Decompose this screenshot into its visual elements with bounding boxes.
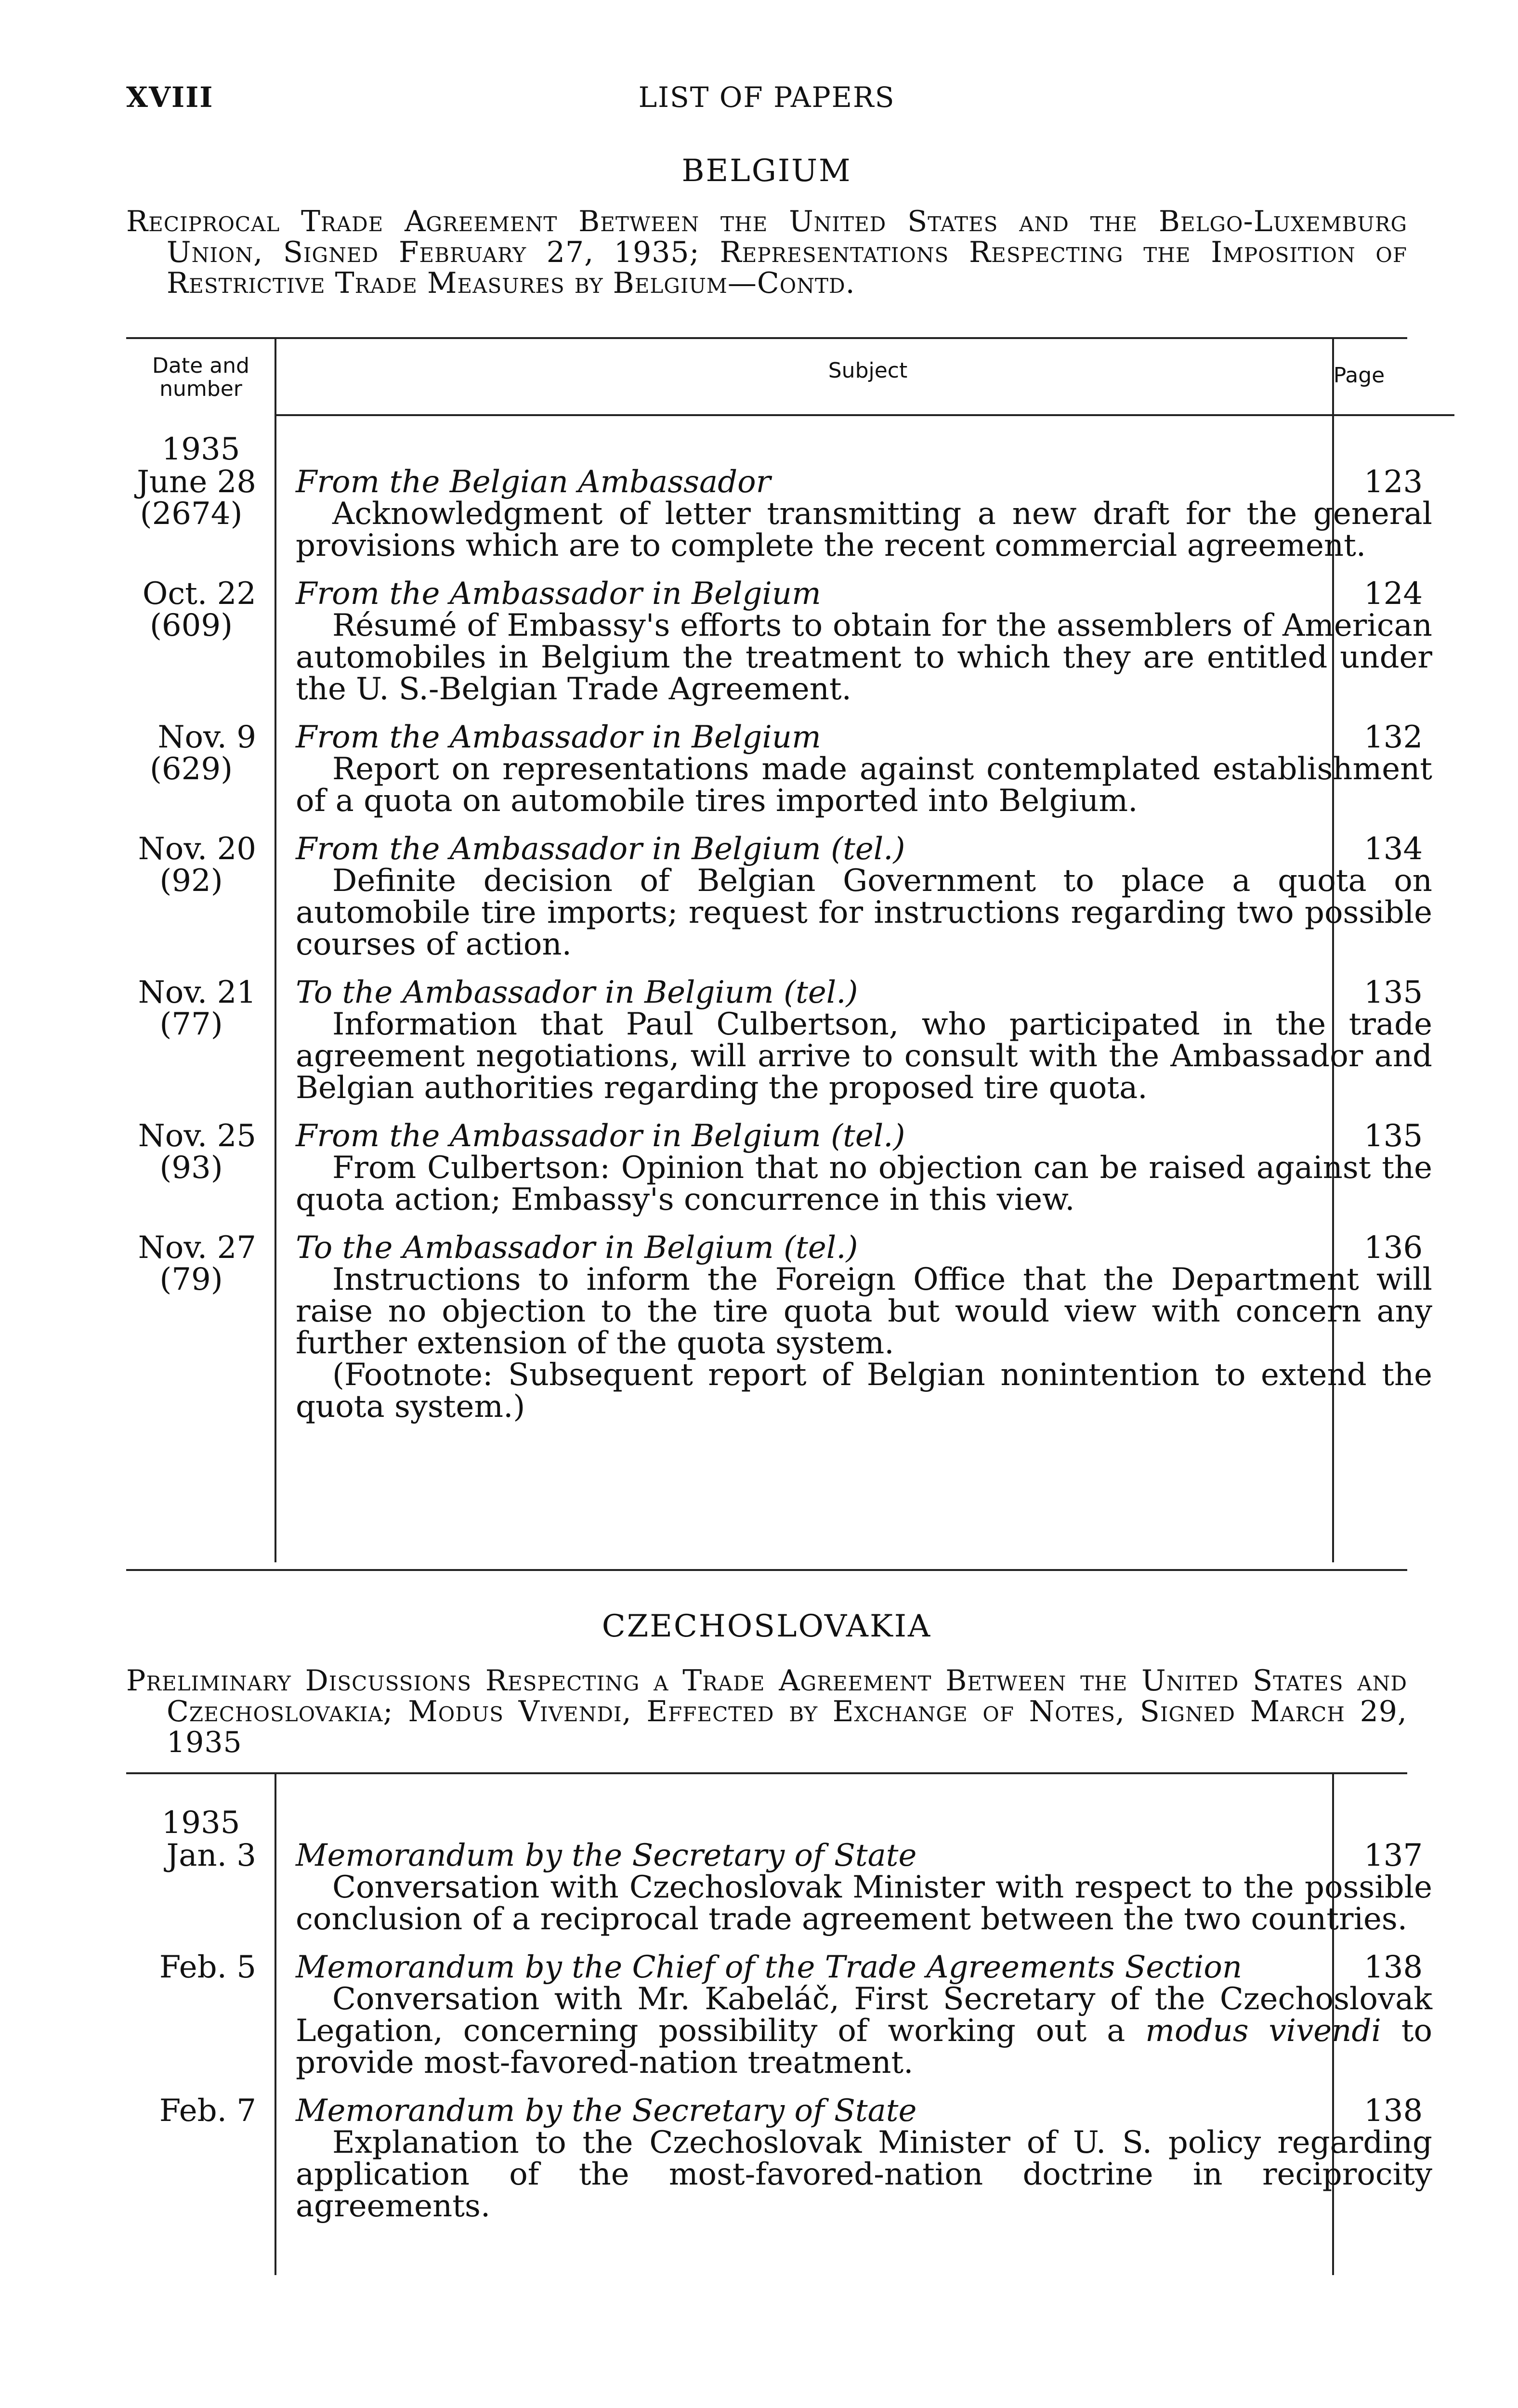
entry-date: Feb. 5 xyxy=(159,1950,256,1985)
entry-date: Oct. 22 xyxy=(142,576,256,612)
entry-sender: From the Ambassador in Belgium xyxy=(296,831,821,867)
entry-description: Résumé of Embassy's efforts to obtain for the assemblers of American automobiles in Belgium the treatment to which they are entitled under the U. S.-Belgian Trade Agreement. xyxy=(296,608,1432,707)
page-number: XVIII xyxy=(126,81,214,114)
entry-description: Information that Paul Culbertson, who participated in the trade agreement negotiations, will arrive to consult with the Ambassador and Belgian authorities regarding the proposed tire quota. xyxy=(296,1007,1432,1106)
year-label: 1935 xyxy=(161,1805,240,1841)
telegram-marker: (tel.) xyxy=(831,831,905,867)
entry-date: Jan. 3 xyxy=(166,1838,256,1873)
entry-description xyxy=(296,1983,1432,2079)
entry-description: Instructions to inform the Foreign Office that the Department will raise no objection to the tire quota but would view with concern any further extension of the quota system. xyxy=(296,1262,1432,1361)
list-item xyxy=(126,975,1432,1106)
entry-footnote: (Footnote: Subsequent report of Belgian nonintention to extend the quota system.) xyxy=(296,1357,1432,1425)
entry-date: Nov. 27 xyxy=(138,1230,256,1266)
emphasis-term: modus vivendi xyxy=(1145,2013,1381,2049)
list-item xyxy=(126,576,1432,707)
entry-page: 138 xyxy=(1364,1950,1423,1985)
table-top-rule-2 xyxy=(126,1772,1407,1774)
list-item xyxy=(126,2093,1432,2224)
page-heading-rule xyxy=(1334,414,1407,416)
entry-page: 136 xyxy=(1364,1230,1423,1266)
entry-sender: Memorandum by the Secretary of State xyxy=(296,1838,917,1873)
entry-sender: To the Ambassador in Belgium xyxy=(296,975,774,1010)
entry-page: 135 xyxy=(1364,975,1423,1010)
entry-date: Feb. 7 xyxy=(159,2093,256,2129)
section-divider-rule xyxy=(126,1569,1407,1571)
entry-sender: Memorandum by the Secretary of State xyxy=(296,2093,917,2129)
year-label: 1935 xyxy=(161,432,240,467)
entry-page: 134 xyxy=(1364,831,1423,867)
entry-number: (77) xyxy=(159,1007,223,1042)
description-part: Conversation with Mr. Kabeláč, First Secretary of the Czechoslovak Legation, concerning possibility of working out a xyxy=(296,1981,1432,2049)
czechoslovakia-entries xyxy=(126,1805,1433,2238)
list-item xyxy=(126,1838,1432,1937)
section-caption-belgium: Reciprocal Trade Agreement Between the United States and the Belgo-Luxemburg Union, Signed February 27, 1935; Representations Respecting the Imposition of Restrictive Trade Measures by Belgium—Contd. xyxy=(126,205,1407,300)
entry-date: Nov. 21 xyxy=(138,975,256,1010)
column-heading-date: Date and number xyxy=(152,353,249,401)
subject-heading-rule xyxy=(276,414,1454,416)
list-item xyxy=(126,1230,1432,1425)
entry-description: Report on representations made against contemplated establishment of a quota on automobile tires imported into Belgium. xyxy=(296,751,1432,819)
entry-page: 135 xyxy=(1364,1118,1423,1154)
entry-sender: From the Ambassador in Belgium xyxy=(296,720,821,755)
section-heading-belgium: BELGIUM xyxy=(681,153,852,189)
list-item xyxy=(126,464,1432,563)
list-item xyxy=(126,720,1432,819)
telegram-marker: (tel.) xyxy=(784,975,858,1010)
entry-sender: To the Ambassador in Belgium xyxy=(296,1230,774,1266)
entry-number: (92) xyxy=(159,863,223,899)
list-item xyxy=(126,1950,1433,2081)
entry-number: (79) xyxy=(159,1262,223,1297)
entry-description: Conversation with Czechoslovak Minister with respect to the possible conclusion of a reciprocal trade agreement between the two countries. xyxy=(296,1870,1432,1937)
entry-page: 132 xyxy=(1364,720,1423,755)
entry-number: (609) xyxy=(149,608,233,643)
entry-description: From Culbertson: Opinion that no objection can be raised against the quota action; Embassy's concurrence in this view. xyxy=(296,1150,1432,1217)
entry-number: (2674) xyxy=(140,496,243,532)
entry-date: Nov. 9 xyxy=(157,720,256,755)
column-heading-subject: Subject xyxy=(828,358,908,383)
entry-number: (93) xyxy=(159,1150,223,1186)
entry-page: 124 xyxy=(1364,576,1423,612)
list-item xyxy=(126,831,1432,962)
table-column-headings xyxy=(126,339,1407,416)
running-head xyxy=(126,81,1407,119)
entry-date: Nov. 20 xyxy=(138,831,256,867)
entry-description: Acknowledgment of letter transmitting a new draft for the general provisions which are to complete the recent commercial agreement. xyxy=(296,496,1432,563)
description-part: to provide most-favored-nation treatment. xyxy=(296,2013,1433,2081)
section-heading-czechoslovakia: CZECHOSLOVAKIA xyxy=(602,1609,932,1644)
entry-sender: From the Ambassador in Belgium xyxy=(296,576,821,612)
entry-page: 123 xyxy=(1364,464,1423,500)
entry-description: Definite decision of Belgian Government to place a quota on automobile tire imports; request for instructions regarding two possible courses of action. xyxy=(296,863,1432,962)
entry-description: Explanation to the Czechoslovak Minister of U. S. policy regarding application of the most-favored-nation doctrine in reciprocity agreements. xyxy=(296,2125,1432,2224)
entry-date: Nov. 25 xyxy=(138,1118,256,1154)
entry-sender: From the Ambassador in Belgium xyxy=(296,1118,821,1154)
section-caption-czechoslovakia: Preliminary Discussions Respecting a Trade Agreement Between the United States and Czechoslovakia; Modus Vivendi, Effected by Exchange of Notes, Signed March 29, 1935 xyxy=(126,1664,1407,1759)
entry-sender: Memorandum by the Chief of the Trade Agreements Section xyxy=(296,1950,1243,1985)
column-heading-page: Page xyxy=(1333,363,1385,388)
entry-date: June 28 xyxy=(137,464,256,500)
running-title: LIST OF PAPERS xyxy=(638,81,895,114)
telegram-marker: (tel.) xyxy=(784,1230,858,1266)
entry-number: (629) xyxy=(149,751,233,787)
entry-page: 137 xyxy=(1364,1838,1423,1873)
entry-sender: From the Belgian Ambassador xyxy=(296,464,771,500)
entry-page: 138 xyxy=(1364,2093,1423,2129)
list-item xyxy=(126,1118,1432,1217)
telegram-marker: (tel.) xyxy=(831,1118,905,1154)
belgium-entries xyxy=(126,432,1432,1439)
